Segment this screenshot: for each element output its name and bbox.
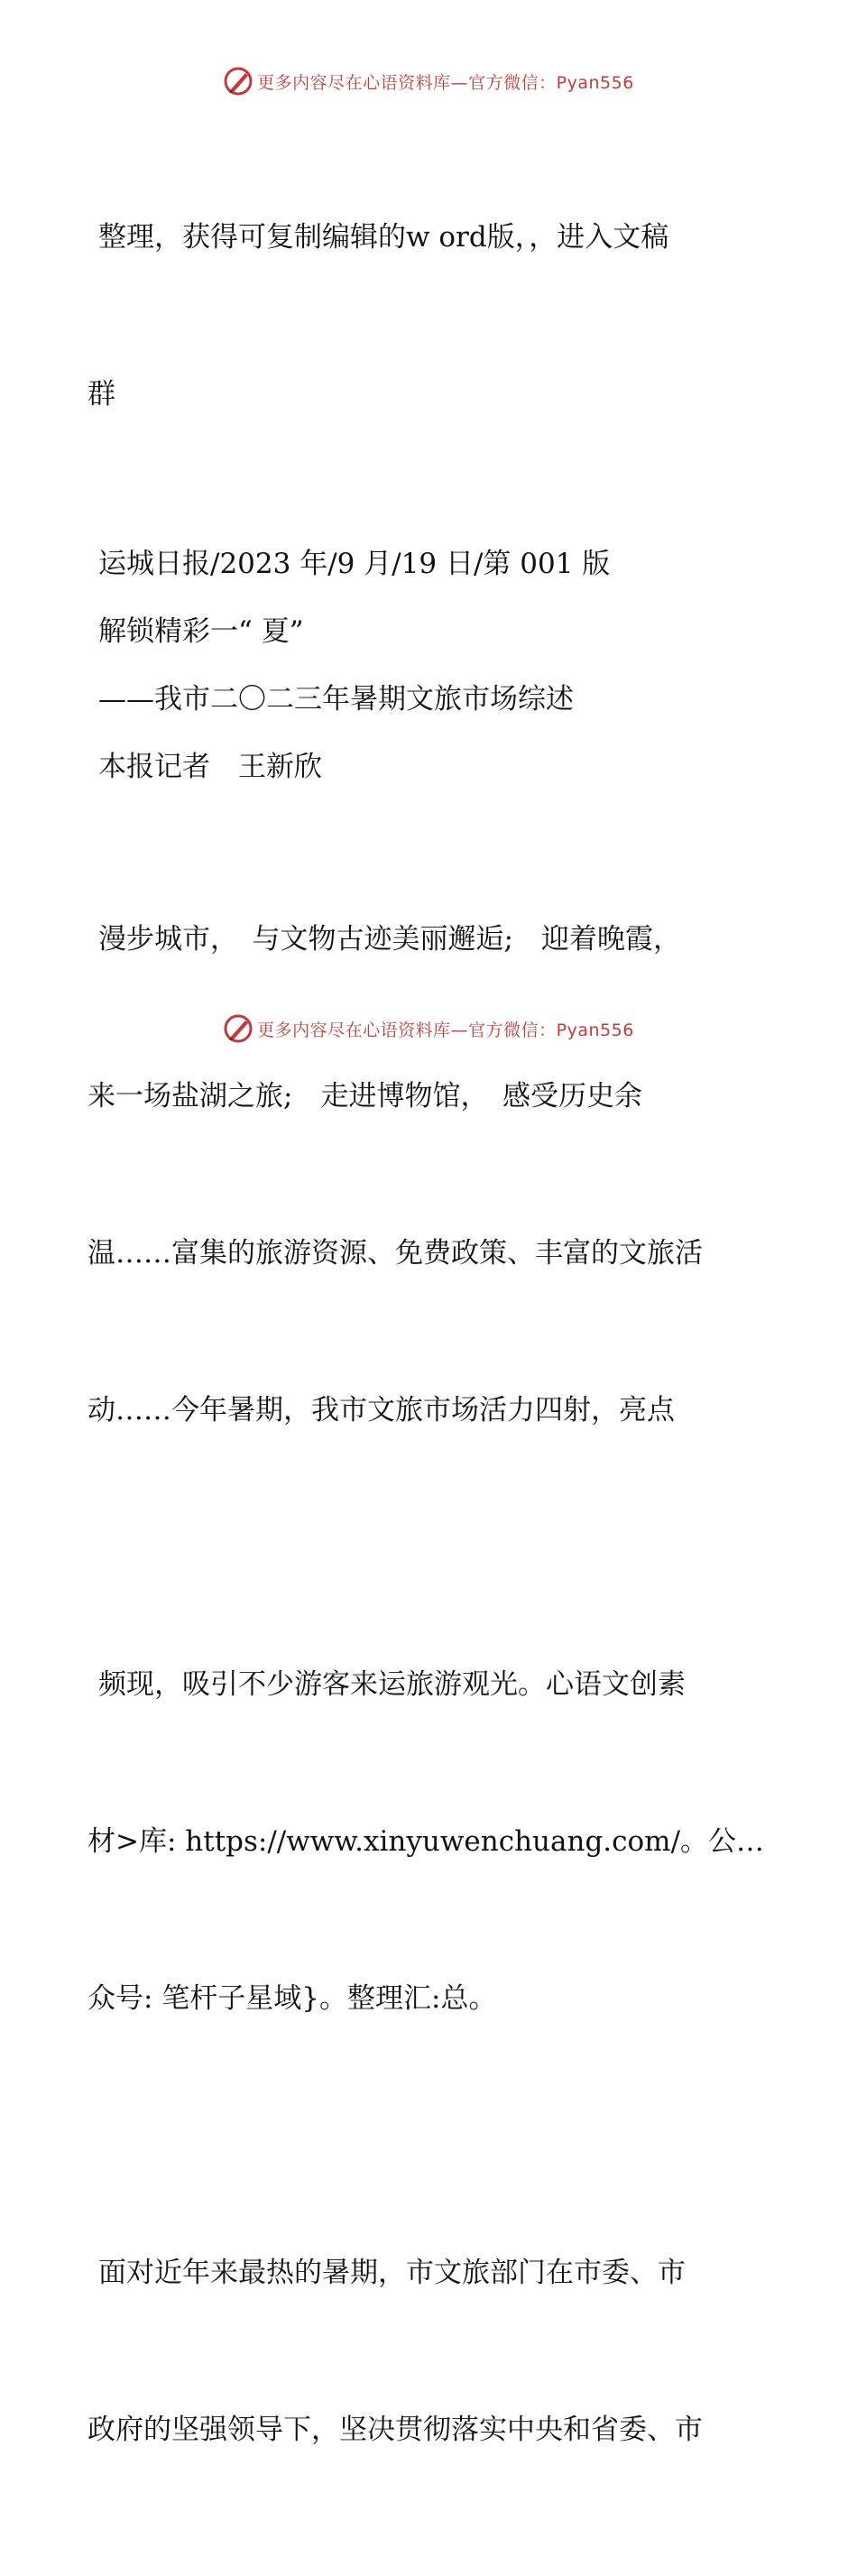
text-line: 频现，吸引不少游客来运旅游观光。心语文创素 [98,1668,686,1701]
text-line: 面对近年来最热的暑期，市文旅部门在市委、市 [98,2257,686,2289]
header-watermark-banner [0,63,857,99]
text-line: 温……富集的旅游资源、免费政策、丰富的文旅活 [88,1237,703,1270]
pen-circle-logo-icon [223,1013,253,1044]
article-byline: 本报记者 王新欣 [98,751,322,783]
text-line: 来一场盐湖之旅; 走进博物馆， 感受历史余 [88,1080,642,1113]
text-line: 整理，获得可复制编辑的w ord版，，进入文稿 [98,221,669,254]
paragraph-source: 运城日报/2023 年/9 月/19 日/第 001 版 [98,548,611,580]
text-line: 动……今年暑期，我市文旅市场活力四射，亮点 [88,1394,675,1426]
article-subtitle: ——我市二〇二三年暑期文旅市场综述 [98,683,574,716]
pen-circle-logo-icon [223,66,253,97]
text-line: 漫步城市， 与文物古迹美丽邂逅; 迎着晚霞， [98,923,681,956]
paragraph-body-3 [88,2142,773,2561]
text-line: 材>库: https://www.xinyuwenchuang.com/。公… [88,1825,765,1858]
document-body [88,106,773,2576]
paragraph-body-1 [88,808,773,1541]
text-line: 群 [88,378,115,411]
text-line: 政府的坚强领导下，坚决贯彻落实中央和省委、市 [88,2414,703,2446]
watermark-text: 更多内容尽在心语资料库—官方微信：Pyan556 [257,72,634,93]
paragraph-body-2 [88,1554,773,2129]
watermark-text: 更多内容尽在心语资料库—官方微信：Pyan556 [257,1020,634,1040]
paragraph-intro [88,106,773,525]
footer-watermark-banner [0,1011,857,1047]
text-line: 众号: 笔杆子星域}。整理汇:总。 [88,1982,497,2015]
article-title: 解锁精彩一“ 夏” [98,615,304,648]
